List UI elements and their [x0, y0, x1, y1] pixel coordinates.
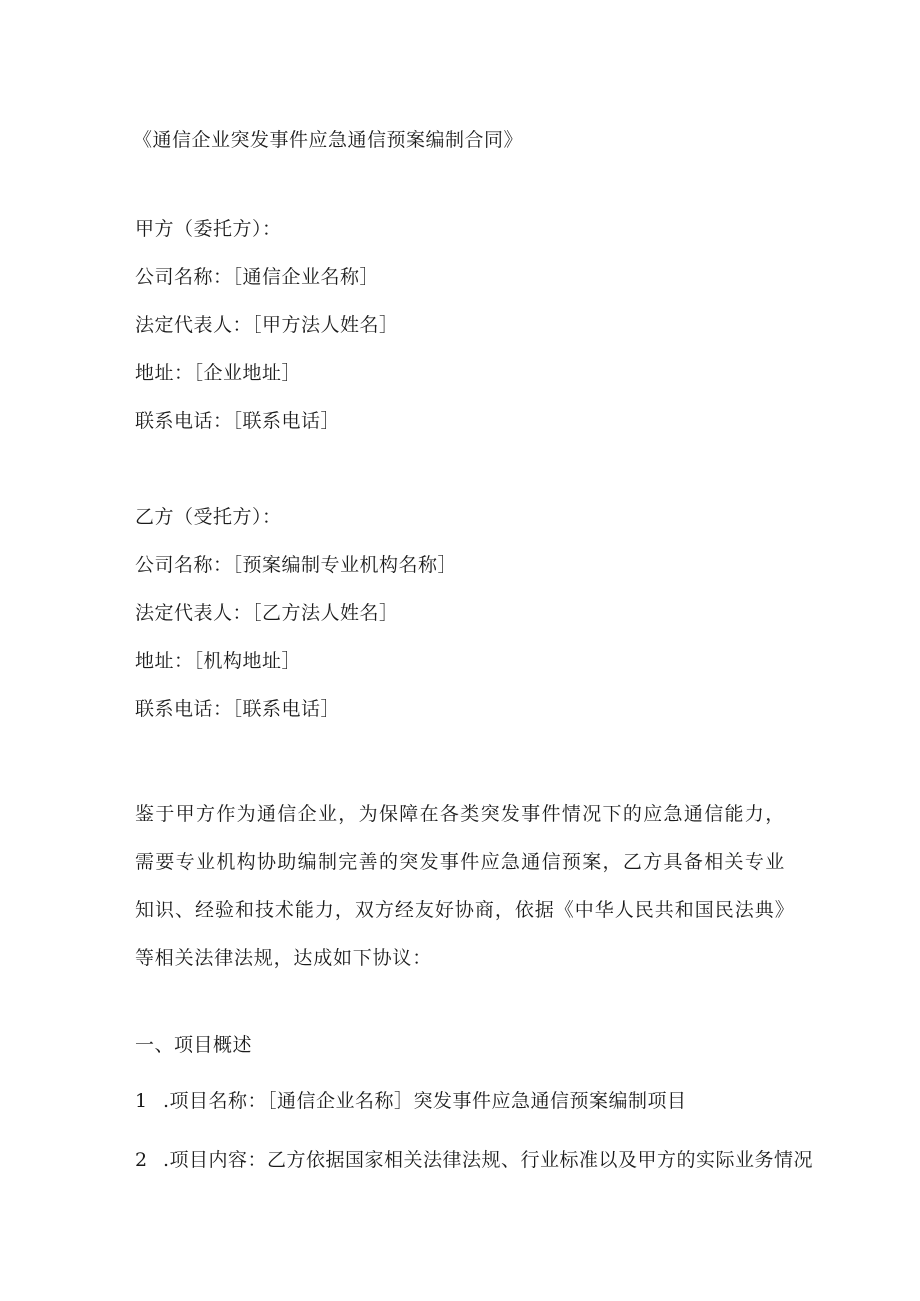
- party-b-representative: 法定代表人：［乙方法人姓名］: [135, 602, 399, 624]
- party-a-heading: 甲方（委托方）：: [135, 218, 282, 240]
- party-b-heading: 乙方（受托方）：: [135, 506, 282, 528]
- preamble-paragraph: 鉴于甲方作为通信企业，为保障在各类突发事件情况下的应急通信能力，需要专业机构协助编制完善的突发事件应急通信预案，乙方具备相关专业知识、经验和技术能力，双方经友好协商，依据《中华人民共和国民法典》等相关法律法规，达成如下协议：: [135, 803, 785, 969]
- section-1-item-1: [135, 1089, 687, 1113]
- party-b-address: 地址：［机构地址］: [135, 650, 302, 672]
- item-text: .项目名称：［通信企业名称］突发事件应急通信预案编制项目: [163, 1090, 687, 1112]
- party-a-representative: 法定代表人：［甲方法人姓名］: [135, 314, 399, 336]
- party-b-phone: 联系电话：［联系电话］: [135, 698, 341, 720]
- section-1-item-2: [135, 1148, 813, 1172]
- party-a-address: 地址：［企业地址］: [135, 362, 302, 384]
- item-text: .项目内容：乙方依据国家相关法律法规、行业标准以及甲方的实际业务情况: [163, 1149, 814, 1171]
- document-title: 《通信企业突发事件应急通信预案编制合同》: [133, 129, 524, 151]
- item-number: 1: [135, 1090, 148, 1112]
- item-number: 2: [135, 1149, 148, 1171]
- party-a-phone: 联系电话：［联系电话］: [135, 410, 341, 432]
- party-b-company: 公司名称：［预案编制专业机构名称］: [135, 554, 458, 576]
- party-a-company: 公司名称：［通信企业名称］: [135, 266, 380, 288]
- section-1-heading: 一、项目概述: [135, 1034, 253, 1056]
